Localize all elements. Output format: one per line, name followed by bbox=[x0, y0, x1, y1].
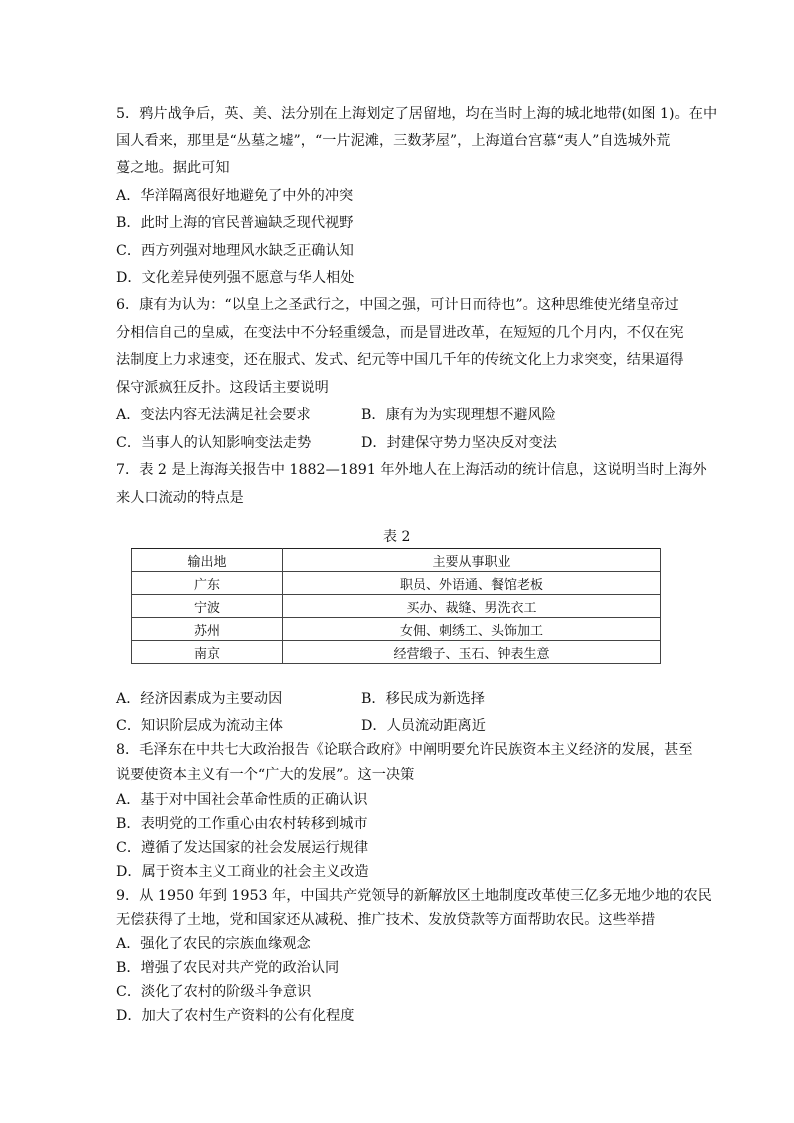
q5-option-c: C．西方列强对地理风水缺乏正确认知 bbox=[116, 243, 354, 259]
table-row bbox=[132, 572, 661, 595]
q8-stem-line: 说要使资本主义有一个“广大的发展”。这一决策 bbox=[116, 767, 415, 783]
q9-option-b: B．增强了农民对共产党的政治认同 bbox=[116, 960, 340, 976]
q7-stem-line: 来人口流动的特点是 bbox=[116, 490, 244, 506]
table-cell-occupation: 买办、裁缝、男洗衣工 bbox=[283, 595, 661, 618]
q9-option-c: C．淡化了农村的阶级斗争意识 bbox=[116, 984, 312, 1000]
q8-option-b: B．表明党的工作重心由农村转移到城市 bbox=[116, 816, 368, 832]
q5-option-b: B．此时上海的官民普遍缺乏现代视野 bbox=[116, 215, 354, 231]
q7-option-d: D．人员流动距离近 bbox=[361, 718, 486, 734]
table-header-cell: 主要从事职业 bbox=[283, 549, 661, 572]
q9-stem-line: 无偿获得了土地，党和国家还从减税、推广技术、发放贷款等方面帮助农民。这些举措 bbox=[116, 912, 656, 928]
q6-stem-line: 6．康有为认为：“以皇上之圣武行之，中国之强，可计日而待也”。这种思维使光绪皇帝过 bbox=[116, 297, 679, 313]
q6-stem-line: 分相信自己的皇威，在变法中不分轻重缓急，而是冒进改革，在短短的几个月内，不仅在宪 bbox=[116, 325, 684, 341]
q5-stem-line: 国人看来，那里是“丛墓之墟”，“一片泥滩，三数茅屋”，上海道台宫慕“夷人”自选城外荒 bbox=[116, 133, 671, 149]
table-cell-occupation: 经营缎子、玉石、钟表生意 bbox=[283, 641, 661, 664]
table-row bbox=[132, 618, 661, 641]
table-row bbox=[132, 595, 661, 618]
q8-option-a: A．基于对中国社会革命性质的正确认识 bbox=[116, 792, 368, 808]
table-cell-occupation: 职员、外语通、餐馆老板 bbox=[283, 572, 661, 595]
table-caption: 表 2 bbox=[383, 529, 411, 545]
table-row bbox=[132, 641, 661, 664]
q8-option-c: C．遵循了发达国家的社会发展运行规律 bbox=[116, 840, 369, 856]
q9-option-a: A．强化了农民的宗族血缘观念 bbox=[116, 936, 311, 952]
q7-stem-line: 7．表 2 是上海海关报告中 1882—1891 年外地人在上海活动的统计信息，这说明当时上海外 bbox=[116, 462, 707, 478]
q9-option-d: D．加大了农村生产资料的公有化程度 bbox=[116, 1008, 355, 1024]
q6-stem-line: 法制度上力求速变，还在服式、发式、纪元等中国几千年的传统文化上力求突变，结果逼得 bbox=[116, 352, 684, 368]
q5-option-d: D．文化差异使列强不愿意与华人相处 bbox=[116, 270, 355, 286]
table-cell-occupation: 女佣、刺绣工、头饰加工 bbox=[283, 618, 661, 641]
q8-stem-line: 8．毛泽东在中共七大政治报告《论联合政府》中阐明要允许民族资本主义经济的发展，甚至 bbox=[116, 742, 693, 758]
table-cell-origin: 宁波 bbox=[132, 595, 283, 618]
q7-option-c: C．知识阶层成为流动主体 bbox=[116, 718, 283, 734]
q6-option-b: B．康有为为实现理想不避风险 bbox=[361, 407, 556, 423]
table-cell-origin: 广东 bbox=[132, 572, 283, 595]
q7-option-b: B．移民成为新选择 bbox=[361, 691, 485, 707]
q9-stem-line: 9．从 1950 年到 1953 年，中国共产党领导的新解放区土地制度改革使三亿多无地少地的农民 bbox=[116, 888, 712, 904]
occupation-table bbox=[131, 548, 661, 664]
q6-option-c: C．当事人的认知影响变法走势 bbox=[116, 435, 312, 451]
table-header-row bbox=[132, 549, 661, 572]
q8-option-d: D．属于资本主义工商业的社会主义改造 bbox=[116, 864, 369, 880]
table-cell-origin: 苏州 bbox=[132, 618, 283, 641]
q6-option-a: A．变法内容无法满足社会要求 bbox=[116, 407, 311, 423]
q5-option-a: A．华洋隔离很好地避免了中外的冲突 bbox=[116, 188, 354, 204]
table-header-cell: 输出地 bbox=[132, 549, 283, 572]
q5-stem-line: 蔓之地。据此可知 bbox=[116, 160, 230, 176]
q5-stem-line: 5．鸦片战争后，英、美、法分别在上海划定了居留地，均在当时上海的城北地带(如图 1)。在中 bbox=[116, 106, 718, 122]
table-cell-origin: 南京 bbox=[132, 641, 283, 664]
q6-option-d: D．封建保守势力坚决反对变法 bbox=[361, 435, 557, 451]
q6-stem-line: 保守派疯狂反扑。这段话主要说明 bbox=[116, 380, 329, 396]
q7-option-a: A．经济因素成为主要动因 bbox=[116, 691, 283, 707]
